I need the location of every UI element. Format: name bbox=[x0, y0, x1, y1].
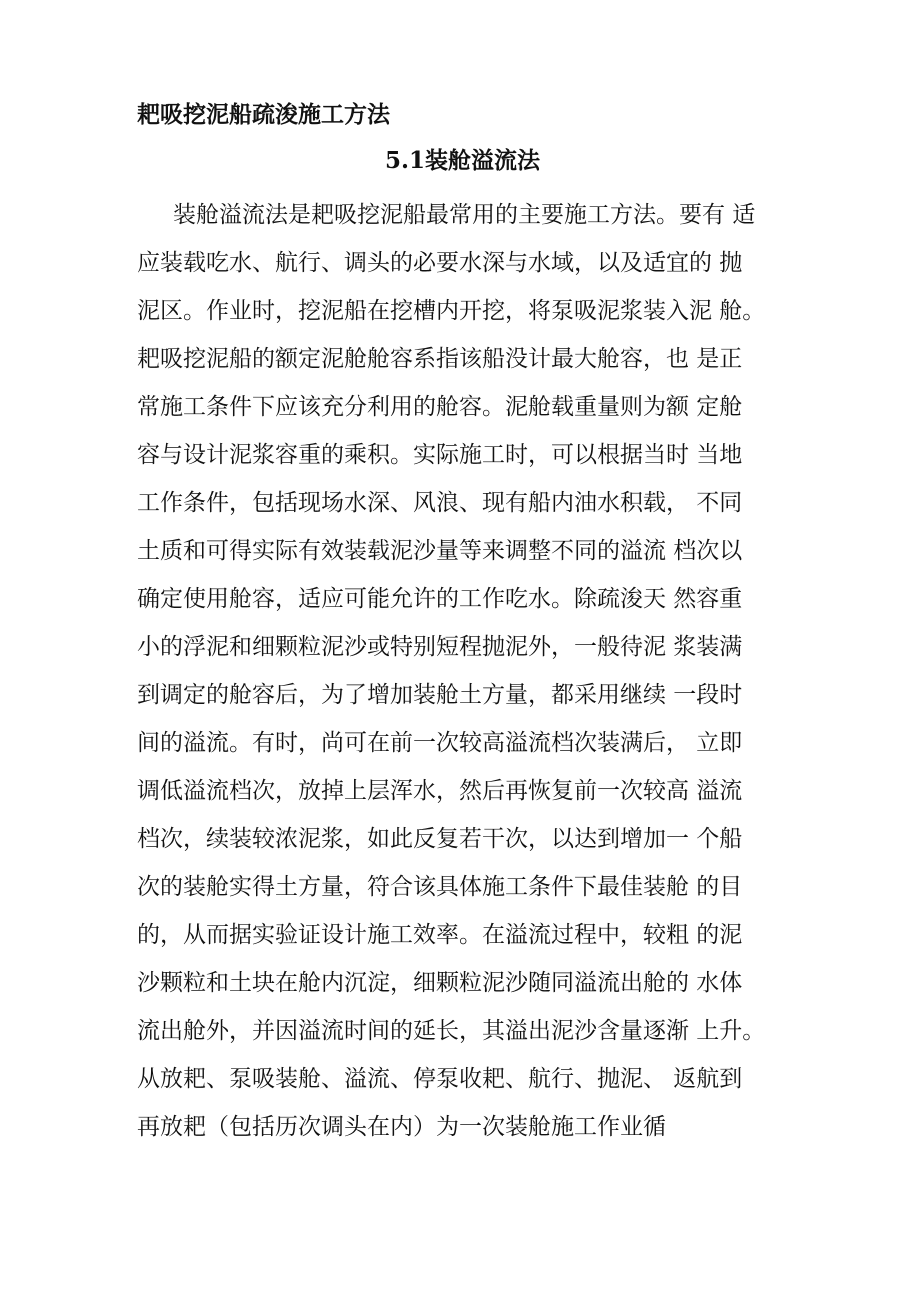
paragraph-line: 到调定的舱容后，为了增加装舱土方量，都采用继续 一段时 bbox=[137, 682, 743, 708]
paragraph-line: 间的溢流。有时，尚可在前一次较高溢流档次装满后， 立即 bbox=[137, 730, 743, 756]
paragraph-line: 确定使用舱容，适应可能允许的工作吃水。除疏浚天 然容重 bbox=[137, 586, 743, 612]
paragraph-line: 容与设计泥浆容重的乘积。实际施工时，可以根据当时 当地 bbox=[137, 442, 743, 468]
section-heading: 5.1装舱溢流法 bbox=[385, 147, 541, 174]
paragraph-line: 装舱溢流法是耙吸挖泥船最常用的主要施工方法。要有 适 bbox=[173, 202, 756, 228]
paragraph-line: 应装载吃水、航行、调头的必要水深与水域，以及适宜的 抛 bbox=[137, 250, 743, 276]
paragraph-line: 泥区。作业时，挖泥船在挖槽内开挖，将泵吸泥浆装入泥 舱。 bbox=[137, 298, 766, 324]
paragraph-line: 档次，续装较浓泥浆，如此反复若干次，以达到增加一 个船 bbox=[137, 826, 743, 852]
paragraph-line: 小的浮泥和细颗粒泥沙或特别短程抛泥外，一般待泥 浆装满 bbox=[137, 634, 743, 660]
paragraph-line: 耙吸挖泥船的额定泥舱舱容系指该船没计最大舱容，也 是正 bbox=[137, 346, 743, 372]
body-paragraph bbox=[137, 191, 797, 1151]
paragraph-line: 土质和可得实际有效装载泥沙量等来调整不同的溢流 档次以 bbox=[137, 538, 743, 564]
paragraph-line: 沙颗粒和土块在舱内沉淀，细颗粒泥沙随同溢流出舱的 水体 bbox=[137, 970, 743, 996]
paragraph-line: 的，从而据实验证设计施工效率。在溢流过程中，较粗 的泥 bbox=[137, 922, 743, 948]
paragraph-line: 从放耙、泵吸装舱、溢流、停泵收耙、航行、抛泥、 返航到 bbox=[137, 1066, 743, 1092]
paragraph-line: 流出舱外，并因溢流时间的延长，其溢出泥沙含量逐渐 上升。 bbox=[137, 1018, 766, 1044]
paragraph-line: 调低溢流档次，放掉上层浑水，然后再恢复前一次较高 溢流 bbox=[137, 778, 743, 804]
paragraph-line: 常施工条件下应该充分利用的舱容。泥舱载重量则为额 定舱 bbox=[137, 394, 743, 420]
paragraph-line: 次的装舱实得土方量，符合该具体施工条件下最佳装舱 的目 bbox=[137, 874, 743, 900]
paragraph-line: 再放耙（包括历次调头在内）为一次装舱施工作业循 bbox=[137, 1114, 666, 1140]
document-title: 耙吸挖泥船疏浚施工方法 bbox=[137, 101, 390, 128]
paragraph-line: 工作条件，包括现场水深、风浪、现有船内油水积载， 不同 bbox=[137, 490, 743, 516]
